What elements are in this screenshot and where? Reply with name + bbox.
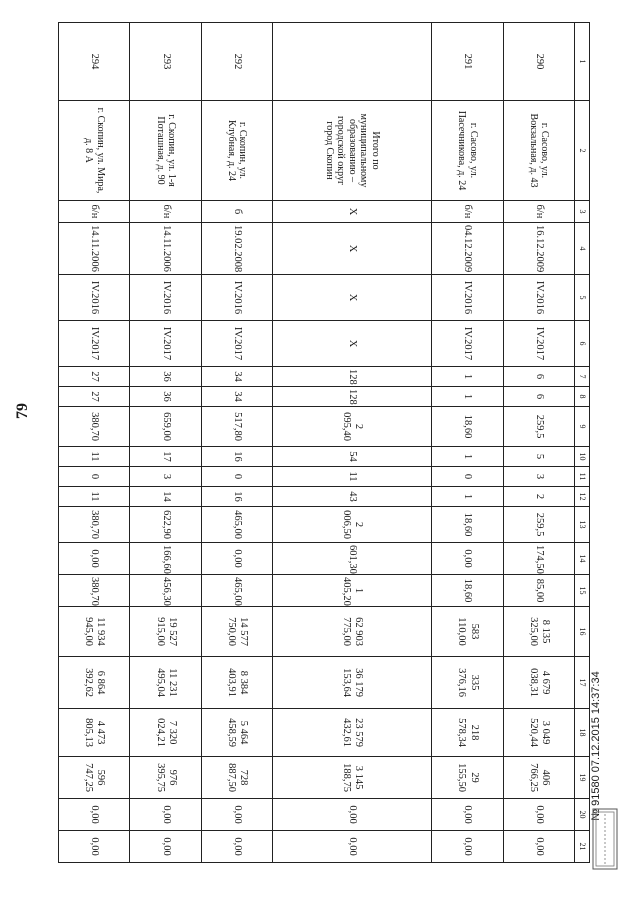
table-cell: 0,00 <box>59 543 130 575</box>
column-number: 5 <box>575 275 590 321</box>
table-cell: 11 934 945,00 <box>59 607 130 657</box>
table-row <box>432 23 503 863</box>
table-cell: 16.12.2009 <box>503 223 574 275</box>
table-cell: IV.2016 <box>130 275 201 321</box>
table-cell: 0,00 <box>130 831 201 863</box>
table-cell: 1 <box>432 487 503 507</box>
table-cell: 0,00 <box>273 831 432 863</box>
table-cell: Итого по муниципальному образованию – городской округ город Скопин <box>273 101 432 201</box>
table-cell: 0,00 <box>273 799 432 831</box>
table-cell: 3 <box>130 467 201 487</box>
table-cell: 218 578,34 <box>432 709 503 757</box>
table-cell: 465,00 <box>201 575 272 607</box>
table-cell: 11 <box>273 467 432 487</box>
table-cell: б/н <box>130 201 201 223</box>
table-cell: 04.12.2009 <box>432 223 503 275</box>
table-cell: 16 <box>201 487 272 507</box>
table-cell: 290 <box>503 23 574 101</box>
table-cell: 380,70 <box>59 407 130 447</box>
table-cell: 3 049 520,44 <box>503 709 574 757</box>
column-number: 14 <box>575 543 590 575</box>
table-cell: 0,00 <box>503 831 574 863</box>
table-cell: IV.2016 <box>201 275 272 321</box>
table-cell: г. Сасово, ул. Вокзальная, д. 43 <box>503 101 574 201</box>
table-cell: 16 <box>201 447 272 467</box>
column-number: 21 <box>575 831 590 863</box>
table-cell: 0 <box>59 467 130 487</box>
table-cell: 456,30 <box>130 575 201 607</box>
seal-icon <box>592 808 618 870</box>
table-cell: 294 <box>59 23 130 101</box>
table-cell: 293 <box>130 23 201 101</box>
table-cell: б <box>201 201 272 223</box>
table-cell: г. Сасово, ул. Пасечникова, д. 24 <box>432 101 503 201</box>
column-number: 9 <box>575 407 590 447</box>
table-cell: 2 095,40 <box>273 407 432 447</box>
table-cell: г. Скопин, ул. Мира, д. 8 А <box>59 101 130 201</box>
table-cell: 19 527 915,00 <box>130 607 201 657</box>
column-number: 12 <box>575 487 590 507</box>
rotated-table-wrapper <box>58 22 590 856</box>
table-cell: 517,80 <box>201 407 272 447</box>
table-cell: 11 <box>59 447 130 467</box>
table-cell: 6 <box>503 367 574 387</box>
table-cell: 0,00 <box>503 799 574 831</box>
table-cell: 14 577 750,00 <box>201 607 272 657</box>
table-cell: 17 <box>130 447 201 467</box>
table-cell: 36 <box>130 387 201 407</box>
column-number: 20 <box>575 799 590 831</box>
table-cell: 291 <box>432 23 503 101</box>
table-cell: г. Скопин, ул. Клубная, д. 24 <box>201 101 272 201</box>
table-cell: 6 864 392,62 <box>59 657 130 709</box>
table-cell: 18,60 <box>432 507 503 543</box>
table-cell: 14.11.2006 <box>130 223 201 275</box>
table-cell: б/н <box>503 201 574 223</box>
table-cell: 583 110,00 <box>432 607 503 657</box>
table-cell: 0,00 <box>59 831 130 863</box>
column-number: 1 <box>575 23 590 101</box>
table-cell: 6 <box>503 387 574 407</box>
table-cell: 596 747,25 <box>59 757 130 799</box>
table-cell: 5 464 458,59 <box>201 709 272 757</box>
table-cell: 259,5 <box>503 407 574 447</box>
table-cell: IV.2016 <box>59 275 130 321</box>
table-cell: IV.2017 <box>201 321 272 367</box>
table-row <box>201 23 272 863</box>
column-number: 10 <box>575 447 590 467</box>
housing-program-table <box>58 22 590 863</box>
table-cell: IV.2017 <box>432 321 503 367</box>
column-number: 13 <box>575 507 590 543</box>
table-cell: 85,00 <box>503 575 574 607</box>
table-cell: 0,00 <box>432 543 503 575</box>
table-cell: 27 <box>59 367 130 387</box>
table-cell: 465,00 <box>201 507 272 543</box>
table-cell: 14 <box>130 487 201 507</box>
table-cell: 36 <box>130 367 201 387</box>
table-row <box>130 23 201 863</box>
column-number: 2 <box>575 101 590 201</box>
table-cell: 4 679 038,31 <box>503 657 574 709</box>
table-cell: 380,70 <box>59 575 130 607</box>
table-cell <box>273 23 432 101</box>
table-cell: 11 231 495,04 <box>130 657 201 709</box>
page-number: 79 <box>14 403 31 419</box>
table-cell: 1 <box>432 367 503 387</box>
table-cell: 0 <box>201 467 272 487</box>
table-cell: X <box>273 275 432 321</box>
column-number: 18 <box>575 709 590 757</box>
table-cell: 292 <box>201 23 272 101</box>
table-cell: 601,30 <box>273 543 432 575</box>
table-cell: 1 405,20 <box>273 575 432 607</box>
column-number: 6 <box>575 321 590 367</box>
table-cell: 128 <box>273 367 432 387</box>
table-cell: 3 145 188,75 <box>273 757 432 799</box>
table-cell: 0,00 <box>432 831 503 863</box>
table-cell: 14.11.2006 <box>59 223 130 275</box>
table-cell: 43 <box>273 487 432 507</box>
table-cell: 128 <box>273 387 432 407</box>
table-cell: 0,00 <box>201 831 272 863</box>
table-cell: 8 135 325,00 <box>503 607 574 657</box>
table-cell: 18,60 <box>432 575 503 607</box>
table-cell: IV.2016 <box>503 275 574 321</box>
table-cell: X <box>273 201 432 223</box>
table-cell: 36 179 153,64 <box>273 657 432 709</box>
table-cell: 0,00 <box>201 543 272 575</box>
table-cell: X <box>273 321 432 367</box>
table-cell: 0,00 <box>432 799 503 831</box>
column-number: 17 <box>575 657 590 709</box>
table-cell: 29 155,50 <box>432 757 503 799</box>
table-cell: 7 320 024,21 <box>130 709 201 757</box>
table-cell: 166,60 <box>130 543 201 575</box>
table-cell: б/н <box>59 201 130 223</box>
table-cell: 18,60 <box>432 407 503 447</box>
table-cell: 34 <box>201 387 272 407</box>
table-cell: 62 903 775,00 <box>273 607 432 657</box>
column-number: 16 <box>575 607 590 657</box>
table-cell: IV.2017 <box>130 321 201 367</box>
table-cell: 3 <box>503 467 574 487</box>
table-cell: 19.02.2008 <box>201 223 272 275</box>
table-cell: 0 <box>432 467 503 487</box>
table-cell: 728 887,50 <box>201 757 272 799</box>
column-number: 3 <box>575 201 590 223</box>
table-cell: 976 395,75 <box>130 757 201 799</box>
table-row <box>59 23 130 863</box>
table-cell: 0,00 <box>59 799 130 831</box>
table-cell: 0,00 <box>130 799 201 831</box>
table-cell: IV.2017 <box>503 321 574 367</box>
table-cell: 34 <box>201 367 272 387</box>
table-cell: IV.2016 <box>432 275 503 321</box>
column-number: 8 <box>575 387 590 407</box>
table-row <box>503 23 574 863</box>
table-cell: 54 <box>273 447 432 467</box>
column-number: 11 <box>575 467 590 487</box>
table-cell: 2 <box>503 487 574 507</box>
table-cell: 27 <box>59 387 130 407</box>
table-cell: 0,00 <box>201 799 272 831</box>
column-number: 19 <box>575 757 590 799</box>
table-cell: 259,5 <box>503 507 574 543</box>
table-cell: г. Скопин, ул. 1-я Поташная, д. 90 <box>130 101 201 201</box>
table-container <box>58 22 590 856</box>
column-number: 7 <box>575 367 590 387</box>
table-cell: 23 579 432,61 <box>273 709 432 757</box>
table-cell: 11 <box>59 487 130 507</box>
table-cell: 1 <box>432 447 503 467</box>
table-cell: 2 006,50 <box>273 507 432 543</box>
column-number: 15 <box>575 575 590 607</box>
column-number: 4 <box>575 223 590 275</box>
table-cell: X <box>273 223 432 275</box>
table-cell: б/н <box>432 201 503 223</box>
table-cell: 174,50 <box>503 543 574 575</box>
table-cell: 5 <box>503 447 574 467</box>
table-cell: 380,70 <box>59 507 130 543</box>
registration-stamp-text: № 91580 07.12.2015 14:37:34 <box>590 671 602 821</box>
table-cell: 335 376,16 <box>432 657 503 709</box>
table-cell: 8 384 403,91 <box>201 657 272 709</box>
table-cell: IV.2017 <box>59 321 130 367</box>
table-cell: 622,90 <box>130 507 201 543</box>
table-row-total <box>273 23 432 863</box>
table-cell: 406 766,25 <box>503 757 574 799</box>
table-cell: 1 <box>432 387 503 407</box>
table-cell: 659,00 <box>130 407 201 447</box>
table-cell: 4 473 805,13 <box>59 709 130 757</box>
